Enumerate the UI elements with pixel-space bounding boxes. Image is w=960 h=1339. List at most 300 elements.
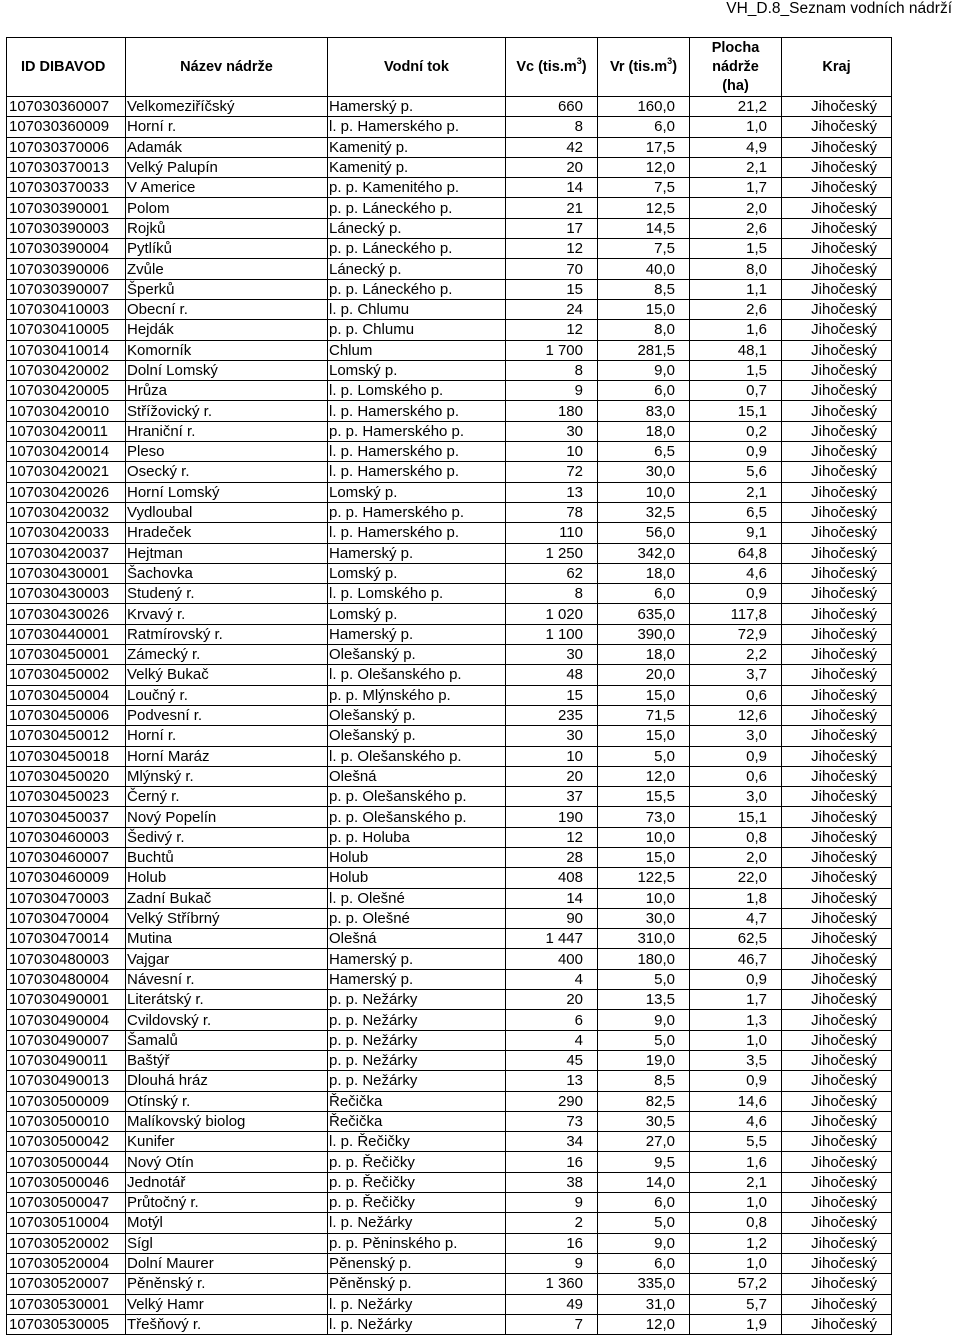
cell-vr: 30,0 <box>598 908 690 928</box>
cell-vc: 1 020 <box>506 604 598 624</box>
cell-tok: p. p. Holuba <box>328 827 506 847</box>
cell-vc: 34 <box>506 1132 598 1152</box>
cell-vr: 12,5 <box>598 198 690 218</box>
cell-id: 107030420032 <box>7 502 126 522</box>
cell-tok: Lomský p. <box>328 482 506 502</box>
cell-vc: 73 <box>506 1111 598 1131</box>
cell-kraj: Jihočeský <box>782 584 892 604</box>
cell-kraj: Jihočeský <box>782 279 892 299</box>
cell-nazev: Vydloubal <box>126 502 328 522</box>
cell-tok: Holub <box>328 847 506 867</box>
cell-vr: 180,0 <box>598 949 690 969</box>
cell-plocha: 4,7 <box>690 908 782 928</box>
cell-vc: 8 <box>506 117 598 137</box>
cell-nazev: Mlýnský r. <box>126 766 328 786</box>
cell-vr: 30,0 <box>598 462 690 482</box>
cell-kraj: Jihočeský <box>782 340 892 360</box>
cell-id: 107030390004 <box>7 239 126 259</box>
cell-tok: l. p. Nežárky <box>328 1314 506 1334</box>
cell-plocha: 5,5 <box>690 1132 782 1152</box>
cell-vr: 9,0 <box>598 1010 690 1030</box>
cell-nazev: Pleso <box>126 442 328 462</box>
cell-nazev: Hejdák <box>126 320 328 340</box>
cell-tok: Kamenitý p. <box>328 137 506 157</box>
cell-vc: 38 <box>506 1172 598 1192</box>
cell-tok: p. p. Nežárky <box>328 1030 506 1050</box>
cell-kraj: Jihočeský <box>782 624 892 644</box>
cell-id: 107030390003 <box>7 218 126 238</box>
table-row <box>7 645 892 665</box>
table-row <box>7 726 892 746</box>
cell-tok: Hamerský p. <box>328 969 506 989</box>
cell-plocha: 0,9 <box>690 969 782 989</box>
cell-id: 107030530001 <box>7 1294 126 1314</box>
cell-vc: 12 <box>506 320 598 340</box>
cell-vc: 1 360 <box>506 1274 598 1294</box>
cell-plocha: 1,2 <box>690 1233 782 1253</box>
cell-vc: 8 <box>506 584 598 604</box>
cell-vc: 30 <box>506 726 598 746</box>
cell-kraj: Jihočeský <box>782 218 892 238</box>
cell-vr: 310,0 <box>598 929 690 949</box>
cell-kraj: Jihočeský <box>782 137 892 157</box>
cell-tok: Holub <box>328 868 506 888</box>
cell-id: 107030520007 <box>7 1274 126 1294</box>
cell-tok: p. p. Kamenitého p. <box>328 178 506 198</box>
cell-kraj: Jihočeský <box>782 178 892 198</box>
cell-kraj: Jihočeský <box>782 523 892 543</box>
table-row <box>7 1111 892 1131</box>
header-id: ID DIBAVOD <box>7 38 126 97</box>
cell-id: 107030450004 <box>7 685 126 705</box>
cell-plocha: 0,6 <box>690 766 782 786</box>
cell-vr: 6,0 <box>598 1253 690 1273</box>
cell-kraj: Jihočeský <box>782 1193 892 1213</box>
cell-plocha: 1,3 <box>690 1010 782 1030</box>
cell-vc: 110 <box>506 523 598 543</box>
table-row <box>7 604 892 624</box>
cell-vr: 17,5 <box>598 137 690 157</box>
cell-id: 107030450002 <box>7 665 126 685</box>
table-row <box>7 746 892 766</box>
cell-plocha: 4,6 <box>690 1111 782 1131</box>
cell-plocha: 1,6 <box>690 1152 782 1172</box>
cell-id: 107030370033 <box>7 178 126 198</box>
cell-vr: 32,5 <box>598 502 690 522</box>
table-row <box>7 502 892 522</box>
cell-tok: Hamerský p. <box>328 543 506 563</box>
cell-vc: 2 <box>506 1213 598 1233</box>
cell-nazev: Jednotář <box>126 1172 328 1192</box>
header-plocha-1: Plocha <box>711 39 760 56</box>
cell-tok: l. p. Lomského p. <box>328 381 506 401</box>
cell-nazev: Horní Maráz <box>126 746 328 766</box>
cell-nazev: Komorník <box>126 340 328 360</box>
cell-nazev: Motýl <box>126 1213 328 1233</box>
cell-tok: l. p. Olešanského p. <box>328 746 506 766</box>
cell-plocha: 2,1 <box>690 482 782 502</box>
cell-plocha: 57,2 <box>690 1274 782 1294</box>
cell-plocha: 0,8 <box>690 1213 782 1233</box>
cell-vr: 7,5 <box>598 178 690 198</box>
cell-vr: 12,0 <box>598 157 690 177</box>
table-row <box>7 421 892 441</box>
cell-plocha: 2,0 <box>690 198 782 218</box>
cell-kraj: Jihočeský <box>782 259 892 279</box>
cell-vr: 5,0 <box>598 1213 690 1233</box>
cell-vr: 10,0 <box>598 482 690 502</box>
cell-kraj: Jihočeský <box>782 990 892 1010</box>
cell-vc: 30 <box>506 421 598 441</box>
cell-vr: 8,5 <box>598 279 690 299</box>
cell-plocha: 2,1 <box>690 1172 782 1192</box>
cell-plocha: 0,8 <box>690 827 782 847</box>
cell-id: 107030360007 <box>7 97 126 117</box>
cell-kraj: Jihočeský <box>782 543 892 563</box>
cell-plocha: 22,0 <box>690 868 782 888</box>
cell-plocha: 0,9 <box>690 1071 782 1091</box>
cell-tok: Chlum <box>328 340 506 360</box>
cell-kraj: Jihočeský <box>782 1091 892 1111</box>
table-row <box>7 1213 892 1233</box>
cell-vr: 6,5 <box>598 442 690 462</box>
cell-nazev: Šedivý r. <box>126 827 328 847</box>
cell-nazev: Střížovický r. <box>126 401 328 421</box>
cell-plocha: 0,7 <box>690 381 782 401</box>
cell-id: 107030490004 <box>7 1010 126 1030</box>
cell-nazev: Baštýř <box>126 1050 328 1070</box>
cell-id: 107030510004 <box>7 1213 126 1233</box>
cell-plocha: 2,1 <box>690 157 782 177</box>
cell-kraj: Jihočeský <box>782 381 892 401</box>
table-row <box>7 117 892 137</box>
cell-kraj: Jihočeský <box>782 685 892 705</box>
table-row <box>7 827 892 847</box>
cell-nazev: Pytlíků <box>126 239 328 259</box>
cell-vr: 20,0 <box>598 665 690 685</box>
cell-id: 107030490001 <box>7 990 126 1010</box>
table-row <box>7 624 892 644</box>
cell-vr: 15,0 <box>598 847 690 867</box>
cell-vr: 5,0 <box>598 1030 690 1050</box>
cell-nazev: Šachovka <box>126 563 328 583</box>
cell-vr: 15,0 <box>598 299 690 319</box>
cell-plocha: 3,0 <box>690 726 782 746</box>
cell-tok: Lomský p. <box>328 360 506 380</box>
cell-nazev: Dolní Maurer <box>126 1253 328 1273</box>
cell-id: 107030410014 <box>7 340 126 360</box>
cell-tok: l. p. Nežárky <box>328 1294 506 1314</box>
cell-plocha: 62,5 <box>690 929 782 949</box>
cell-vr: 6,0 <box>598 1193 690 1213</box>
cell-kraj: Jihočeský <box>782 1233 892 1253</box>
table-row <box>7 97 892 117</box>
cell-tok: l. p. Lomského p. <box>328 584 506 604</box>
table-row <box>7 807 892 827</box>
cell-nazev: Velký Stříbrný <box>126 908 328 928</box>
table-row <box>7 198 892 218</box>
cell-tok: l. p. Řečičky <box>328 1132 506 1152</box>
cell-vr: 10,0 <box>598 827 690 847</box>
cell-id: 107030420014 <box>7 442 126 462</box>
cell-tok: p. p. Olešanského p. <box>328 807 506 827</box>
cell-plocha: 5,7 <box>690 1294 782 1314</box>
cell-vr: 83,0 <box>598 401 690 421</box>
cell-kraj: Jihočeský <box>782 1314 892 1334</box>
cell-nazev: Velkomeziříčský <box>126 97 328 117</box>
cell-kraj: Jihočeský <box>782 1132 892 1152</box>
cell-plocha: 72,9 <box>690 624 782 644</box>
cell-nazev: Osecký r. <box>126 462 328 482</box>
cell-tok: p. p. Láneckého p. <box>328 239 506 259</box>
table-row <box>7 685 892 705</box>
cell-tok: l. p. Hamerského p. <box>328 462 506 482</box>
cell-tok: l. p. Chlumu <box>328 299 506 319</box>
cell-tok: Olešanský p. <box>328 705 506 725</box>
cell-nazev: Šperků <box>126 279 328 299</box>
cell-nazev: Průtočný r. <box>126 1193 328 1213</box>
cell-tok: p. p. Láneckého p. <box>328 198 506 218</box>
cell-vc: 20 <box>506 990 598 1010</box>
cell-id: 107030390001 <box>7 198 126 218</box>
cell-nazev: Loučný r. <box>126 685 328 705</box>
cell-kraj: Jihočeský <box>782 746 892 766</box>
cell-id: 107030460003 <box>7 827 126 847</box>
cell-plocha: 1,5 <box>690 239 782 259</box>
cell-id: 107030450018 <box>7 746 126 766</box>
cell-vc: 660 <box>506 97 598 117</box>
cell-nazev: Adamák <box>126 137 328 157</box>
table-row <box>7 1152 892 1172</box>
cell-tok: p. p. Nežárky <box>328 990 506 1010</box>
cell-kraj: Jihočeský <box>782 401 892 421</box>
cell-vc: 42 <box>506 137 598 157</box>
cell-tok: p. p. Pěninského p. <box>328 1233 506 1253</box>
cell-tok: p. p. Nežárky <box>328 1010 506 1030</box>
cell-vr: 7,5 <box>598 239 690 259</box>
cell-vc: 49 <box>506 1294 598 1314</box>
cell-vc: 14 <box>506 178 598 198</box>
table-row <box>7 563 892 583</box>
cell-kraj: Jihočeský <box>782 1071 892 1091</box>
cell-kraj: Jihočeský <box>782 1050 892 1070</box>
cell-plocha: 2,6 <box>690 218 782 238</box>
cell-id: 107030410003 <box>7 299 126 319</box>
cell-tok: p. p. Hamerského p. <box>328 421 506 441</box>
cell-tok: Hamerský p. <box>328 97 506 117</box>
cell-tok: p. p. Řečičky <box>328 1172 506 1192</box>
cell-plocha: 46,7 <box>690 949 782 969</box>
cell-id: 107030460009 <box>7 868 126 888</box>
cell-nazev: Malíkovský biolog <box>126 1111 328 1131</box>
cell-plocha: 4,9 <box>690 137 782 157</box>
cell-tok: l. p. Hamerského p. <box>328 442 506 462</box>
cell-id: 107030450020 <box>7 766 126 786</box>
cell-vr: 5,0 <box>598 746 690 766</box>
cell-nazev: Polom <box>126 198 328 218</box>
cell-kraj: Jihočeský <box>782 502 892 522</box>
table-row <box>7 401 892 421</box>
cell-plocha: 1,0 <box>690 1193 782 1213</box>
table-row <box>7 218 892 238</box>
table-row <box>7 908 892 928</box>
table-row <box>7 766 892 786</box>
cell-vc: 16 <box>506 1233 598 1253</box>
cell-vr: 18,0 <box>598 645 690 665</box>
cell-id: 107030450012 <box>7 726 126 746</box>
cell-id: 107030420037 <box>7 543 126 563</box>
table-row <box>7 1030 892 1050</box>
cell-nazev: Hejtman <box>126 543 328 563</box>
cell-tok: Pěnenský p. <box>328 1253 506 1273</box>
cell-plocha: 0,9 <box>690 584 782 604</box>
cell-tok: Lánecký p. <box>328 218 506 238</box>
cell-nazev: Mutina <box>126 929 328 949</box>
cell-plocha: 0,6 <box>690 685 782 705</box>
cell-vc: 17 <box>506 218 598 238</box>
cell-vc: 72 <box>506 462 598 482</box>
cell-plocha: 5,6 <box>690 462 782 482</box>
cell-tok: Olešná <box>328 929 506 949</box>
cell-nazev: V Americe <box>126 178 328 198</box>
cell-kraj: Jihočeský <box>782 604 892 624</box>
cell-id: 107030410005 <box>7 320 126 340</box>
cell-vr: 15,0 <box>598 726 690 746</box>
cell-tok: p. p. Řečičky <box>328 1193 506 1213</box>
cell-tok: Olešanský p. <box>328 645 506 665</box>
cell-kraj: Jihočeský <box>782 766 892 786</box>
cell-tok: l. p. Nežárky <box>328 1213 506 1233</box>
cell-id: 107030500009 <box>7 1091 126 1111</box>
cell-plocha: 3,7 <box>690 665 782 685</box>
cell-kraj: Jihočeský <box>782 239 892 259</box>
cell-id: 107030500044 <box>7 1152 126 1172</box>
header-plocha-3: (ha) <box>722 77 749 94</box>
cell-nazev: Třešňový r. <box>126 1314 328 1334</box>
cell-vc: 10 <box>506 442 598 462</box>
cell-vc: 45 <box>506 1050 598 1070</box>
table-row <box>7 462 892 482</box>
cell-nazev: Horní Lomský <box>126 482 328 502</box>
cell-vc: 1 100 <box>506 624 598 644</box>
cell-plocha: 2,6 <box>690 299 782 319</box>
cell-vc: 24 <box>506 299 598 319</box>
cell-vr: 9,5 <box>598 1152 690 1172</box>
cell-id: 107030450023 <box>7 787 126 807</box>
cell-vc: 6 <box>506 1010 598 1030</box>
cell-id: 107030430001 <box>7 563 126 583</box>
cell-tok: Olešná <box>328 766 506 786</box>
cell-vc: 10 <box>506 746 598 766</box>
cell-vc: 4 <box>506 969 598 989</box>
header-plocha-2: nádrže <box>712 58 759 75</box>
cell-plocha: 0,9 <box>690 746 782 766</box>
cell-id: 107030470003 <box>7 888 126 908</box>
cell-nazev: Podvesní r. <box>126 705 328 725</box>
cell-nazev: Nový Popelín <box>126 807 328 827</box>
cell-id: 107030420011 <box>7 421 126 441</box>
cell-id: 107030470014 <box>7 929 126 949</box>
cell-kraj: Jihočeský <box>782 807 892 827</box>
cell-kraj: Jihočeský <box>782 1294 892 1314</box>
cell-nazev: Nový Otín <box>126 1152 328 1172</box>
table-row <box>7 787 892 807</box>
cell-id: 107030460007 <box>7 847 126 867</box>
cell-tok: l. p. Olešné <box>328 888 506 908</box>
cell-id: 107030520002 <box>7 1233 126 1253</box>
cell-vc: 9 <box>506 381 598 401</box>
table-row <box>7 847 892 867</box>
cell-kraj: Jihočeský <box>782 726 892 746</box>
cell-tok: p. p. Láneckého p. <box>328 279 506 299</box>
cell-id: 107030500046 <box>7 1172 126 1192</box>
cell-vc: 400 <box>506 949 598 969</box>
cell-vr: 14,5 <box>598 218 690 238</box>
cell-kraj: Jihočeský <box>782 868 892 888</box>
cell-id: 107030420026 <box>7 482 126 502</box>
cell-vc: 290 <box>506 1091 598 1111</box>
cell-vc: 37 <box>506 787 598 807</box>
cell-kraj: Jihočeský <box>782 1172 892 1192</box>
cell-kraj: Jihočeský <box>782 1253 892 1273</box>
cell-nazev: Velký Bukač <box>126 665 328 685</box>
cell-tok: Lánecký p. <box>328 259 506 279</box>
cell-nazev: Otínský r. <box>126 1091 328 1111</box>
cell-nazev: Černý r. <box>126 787 328 807</box>
cell-plocha: 2,0 <box>690 847 782 867</box>
cell-vr: 13,5 <box>598 990 690 1010</box>
cell-kraj: Jihočeský <box>782 442 892 462</box>
table-row <box>7 259 892 279</box>
table-row <box>7 1253 892 1273</box>
table-row <box>7 1274 892 1294</box>
cell-vr: 6,0 <box>598 381 690 401</box>
cell-vr: 27,0 <box>598 1132 690 1152</box>
table-row <box>7 239 892 259</box>
cell-vc: 408 <box>506 868 598 888</box>
cell-vc: 9 <box>506 1193 598 1213</box>
cell-vc: 12 <box>506 827 598 847</box>
table-row <box>7 137 892 157</box>
cell-plocha: 1,5 <box>690 360 782 380</box>
cell-id: 107030370006 <box>7 137 126 157</box>
cell-vc: 90 <box>506 908 598 928</box>
header-vc-text: Vc (tis.m <box>516 58 577 75</box>
table-body <box>7 97 892 1335</box>
cell-plocha: 1,6 <box>690 320 782 340</box>
cell-id: 107030450006 <box>7 705 126 725</box>
cell-nazev: Ratmírovský r. <box>126 624 328 644</box>
cell-kraj: Jihočeský <box>782 665 892 685</box>
table-row <box>7 157 892 177</box>
table-row <box>7 1010 892 1030</box>
cell-vr: 31,0 <box>598 1294 690 1314</box>
table-row <box>7 360 892 380</box>
cell-tok: p. p. Nežárky <box>328 1071 506 1091</box>
cell-tok: p. p. Chlumu <box>328 320 506 340</box>
table-row <box>7 523 892 543</box>
cell-vr: 9,0 <box>598 1233 690 1253</box>
document-title: VH_D.8_Seznam vodních nádrží <box>726 0 952 17</box>
cell-kraj: Jihočeský <box>782 360 892 380</box>
cell-vc: 4 <box>506 1030 598 1050</box>
header-vc-sup: 3 <box>576 55 582 66</box>
cell-kraj: Jihočeský <box>782 969 892 989</box>
cell-plocha: 1,8 <box>690 888 782 908</box>
cell-plocha: 15,1 <box>690 401 782 421</box>
cell-vc: 9 <box>506 1253 598 1273</box>
cell-vc: 28 <box>506 847 598 867</box>
